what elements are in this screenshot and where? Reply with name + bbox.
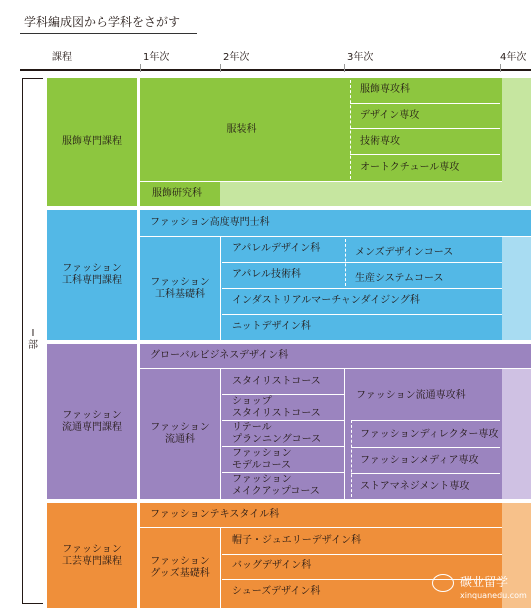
- specialty-technique[interactable]: 技術専攻: [360, 136, 400, 147]
- course-label-clothing: 服飾専門課程: [62, 136, 122, 147]
- divider: [350, 80, 351, 179]
- year4-band-clothing: [502, 78, 531, 206]
- tick-year3: [344, 64, 345, 72]
- course-fashion-model[interactable]: ファッション モデルコース: [232, 448, 292, 471]
- divider: [220, 369, 221, 499]
- watermark-name: 碳业留学: [460, 575, 509, 589]
- course-retail-planning[interactable]: リテール プランニングコース: [232, 422, 322, 445]
- divider: [350, 128, 500, 129]
- divider: [351, 447, 500, 448]
- research-band: [220, 181, 502, 206]
- divider: [220, 528, 221, 608]
- header-line: [20, 69, 531, 71]
- course-production-system[interactable]: 生産システムコース: [355, 273, 444, 284]
- specialty-fashion-media[interactable]: ファッションメディア専攻: [360, 455, 479, 466]
- course-label-crafts: ファッション 工芸専門課程: [62, 543, 122, 567]
- header-year1: 1年次: [143, 52, 170, 63]
- divider: [222, 288, 502, 289]
- title-underline: [20, 33, 197, 34]
- dept-knit-design[interactable]: ニットデザイン科: [232, 321, 311, 332]
- dept-label-clothing-research: 服飾研究科: [152, 188, 202, 199]
- dept-label-global: グローバルビジネスデザイン科: [150, 350, 289, 361]
- divider: [350, 103, 500, 104]
- divider: [222, 314, 502, 315]
- dept-label-advanced: ファッション高度専門士科: [150, 217, 270, 228]
- course-mens-design[interactable]: メンズデザインコース: [355, 247, 454, 258]
- side-label: I 部: [28, 328, 38, 351]
- specialty-fashion-director[interactable]: ファッションディレクター専攻: [360, 429, 499, 440]
- year4-band-distribution: [502, 369, 531, 499]
- specialty-haute-couture[interactable]: オートクチュール専攻: [360, 162, 460, 173]
- dept-label-eng-basic: ファッション 工科基礎科: [150, 276, 210, 300]
- header-year2: 2年次: [223, 52, 250, 63]
- course-label-engineering: ファッション 工科専門課程: [62, 263, 122, 286]
- watermark-url: xinquanedu.com: [460, 591, 527, 600]
- header-course: 課程: [52, 52, 72, 63]
- dept-apparel-design[interactable]: アパレルデザイン科: [232, 243, 321, 254]
- specialty-clothing[interactable]: 服飾専攻科: [360, 84, 410, 95]
- divider: [345, 239, 346, 286]
- divider: [351, 473, 500, 474]
- divider: [351, 420, 352, 497]
- divider: [220, 237, 221, 340]
- course-label-distribution: ファッション 流通専門課程: [62, 409, 122, 433]
- wechat-icon: [432, 574, 454, 592]
- dept-label-dist-basic: ファッション 流通科: [150, 422, 210, 445]
- divider: [351, 420, 500, 421]
- dept-hat-jewelry[interactable]: 帽子・ジュエリーデザイン科: [232, 535, 362, 546]
- divider: [222, 394, 344, 395]
- course-shop-stylist[interactable]: ショップ スタイリストコース: [232, 396, 321, 419]
- divider: [222, 420, 344, 421]
- divider: [350, 154, 500, 155]
- tick-year4: [500, 64, 501, 72]
- dept-label-textile: ファッションテキスタイル科: [150, 509, 280, 520]
- dept-label-goods-basic: ファッション グッズ基礎科: [150, 556, 210, 579]
- dept-dist-specialty[interactable]: ファッション流通専攻科: [356, 390, 466, 401]
- specialty-design[interactable]: デザイン専攻: [360, 110, 420, 121]
- page-title: 学科編成図から学科をさがす: [24, 15, 181, 29]
- header-year3: 3年次: [347, 52, 374, 63]
- divider: [222, 472, 344, 473]
- dept-industrial-merchandising[interactable]: インダストリアルマーチャンダイジング科: [232, 295, 420, 306]
- tick-year2: [220, 64, 221, 72]
- course-fashion-makeup[interactable]: ファッション メイクアップコース: [232, 474, 320, 497]
- specialty-store-management[interactable]: ストアマネジメント専攻: [360, 481, 470, 492]
- divider: [222, 446, 344, 447]
- divider: [222, 554, 502, 555]
- header-year4: 4年次: [500, 52, 527, 63]
- dept-label-clothing-main: 服装科: [226, 123, 257, 135]
- dept-shoes-design[interactable]: シューズデザイン科: [232, 586, 321, 597]
- course-stylist[interactable]: スタイリストコース: [232, 376, 321, 387]
- dept-bag-design[interactable]: バッグデザイン科: [232, 560, 312, 571]
- divider: [344, 369, 345, 499]
- year4-band-engineering: [502, 237, 531, 340]
- dept-apparel-technology[interactable]: アパレル技術科: [232, 269, 301, 280]
- tick-year1: [140, 64, 141, 72]
- divider: [222, 262, 502, 263]
